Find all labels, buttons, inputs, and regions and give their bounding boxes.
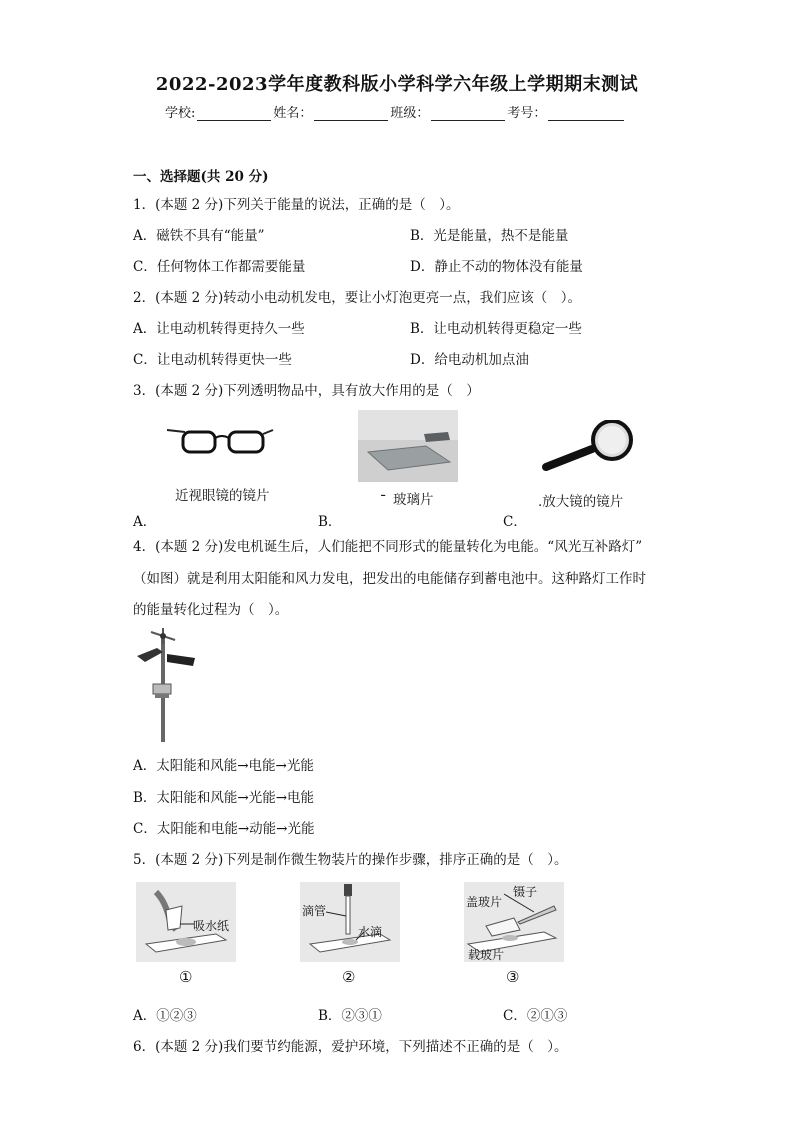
question-4-stem-line-2: （如图）就是利用太阳能和风力发电，把发出的电能储存到蓄电池中。这种路灯工作时 <box>133 571 646 587</box>
question-4-stem-line-3: 的能量转化过程为（ ）。 <box>133 602 289 618</box>
class-blank[interactable] <box>431 107 505 121</box>
fig2-label-water-drop: 水滴 <box>358 925 383 939</box>
name-blank[interactable] <box>314 107 388 121</box>
step-number-3: ③ <box>506 968 520 986</box>
glass-plate-image <box>358 410 458 482</box>
question-1-stem: 1．(本题 2 分)下列关于能量的说法，正确的是（ ）。 <box>133 197 460 213</box>
q5-option-b[interactable]: B．②③① <box>318 1008 382 1024</box>
name-label: 姓名： <box>273 106 313 121</box>
fig3-label-cover-glass: 盖玻片 <box>466 895 503 909</box>
school-label: 学校: <box>165 106 196 121</box>
fig3-label-slide: 载玻片 <box>468 948 505 962</box>
q3-option-c[interactable]: C． <box>503 514 527 530</box>
question-4-stem-line-1: 4．(本题 2 分)发电机诞生后，人们能把不同形式的能量转化为电能。“风光互补路灯” <box>133 539 643 555</box>
magnifier-image <box>540 420 640 475</box>
q2-option-c[interactable]: C．让电动机转得更快一些 <box>133 352 292 368</box>
page-title: 2022-2023学年度教科版小学科学六年级上学期期末测试 <box>155 74 639 95</box>
q3-option-b[interactable]: B． <box>318 514 342 530</box>
q1-option-d[interactable]: D．静止不动的物体没有能量 <box>410 259 583 275</box>
magnifier-caption: .放大镜的镜片 <box>538 494 624 510</box>
glasses-image <box>165 420 275 460</box>
question-3-stem: 3．(本题 2 分)下列透明物品中，具有放大作用的是（ ） <box>133 383 480 399</box>
step-2-image <box>300 882 400 962</box>
question-6-stem: 6．(本题 2 分)我们要节约能源，爱护环境，下列描述不正确的是（ ）。 <box>133 1039 568 1055</box>
q5-option-c[interactable]: C．②①③ <box>503 1008 568 1024</box>
q2-option-d[interactable]: D．给电动机加点油 <box>410 352 529 368</box>
school-blank[interactable] <box>197 107 271 121</box>
q4-option-b[interactable]: B．太阳能和风能→光能→电能 <box>133 790 315 806</box>
fig1-label-absorbent-paper: 吸水纸 <box>193 919 230 933</box>
step-number-1: ① <box>179 968 193 986</box>
step-number-2: ② <box>342 968 356 986</box>
q2-option-b[interactable]: B．让电动机转得更稳定一些 <box>410 321 582 337</box>
student-info-line <box>165 102 626 121</box>
glasses-caption: 近视眼镜的镜片 <box>175 488 270 504</box>
q2-option-a[interactable]: A．让电动机转得更持久一些 <box>133 321 305 337</box>
fig2-label-dropper: 滴管 <box>302 904 327 918</box>
glass-plate-caption-tick: ╶ <box>377 488 386 504</box>
q5-option-a[interactable]: A．①②③ <box>133 1008 197 1024</box>
class-label: 班级： <box>390 106 430 121</box>
q4-option-a[interactable]: A．太阳能和风能→电能→光能 <box>133 758 314 774</box>
q1-option-b[interactable]: B．光是能量，热不是能量 <box>410 228 569 244</box>
street-lamp-image <box>133 626 203 744</box>
fig3-label-tweezers: 镊子 <box>513 885 538 899</box>
glass-plate-caption: 玻璃片 <box>393 492 434 508</box>
question-5-stem: 5．(本题 2 分)下列是制作微生物装片的操作步骤，排序正确的是（ ）。 <box>133 852 568 868</box>
exam-number-label: 考号： <box>507 106 547 121</box>
q4-option-c[interactable]: C．太阳能和电能→动能→光能 <box>133 821 315 837</box>
section-heading: 一、选择题(共 20 分) <box>133 169 269 185</box>
question-2-stem: 2．(本题 2 分)转动小电动机发电，要让小灯泡更亮一点，我们应该（ ）。 <box>133 290 582 306</box>
q1-option-a[interactable]: A．磁铁不具有“能量” <box>133 228 265 244</box>
q3-option-a[interactable]: A． <box>133 514 157 530</box>
q1-option-c[interactable]: C．任何物体工作都需要能量 <box>133 259 306 275</box>
exam-number-blank[interactable] <box>548 107 624 121</box>
